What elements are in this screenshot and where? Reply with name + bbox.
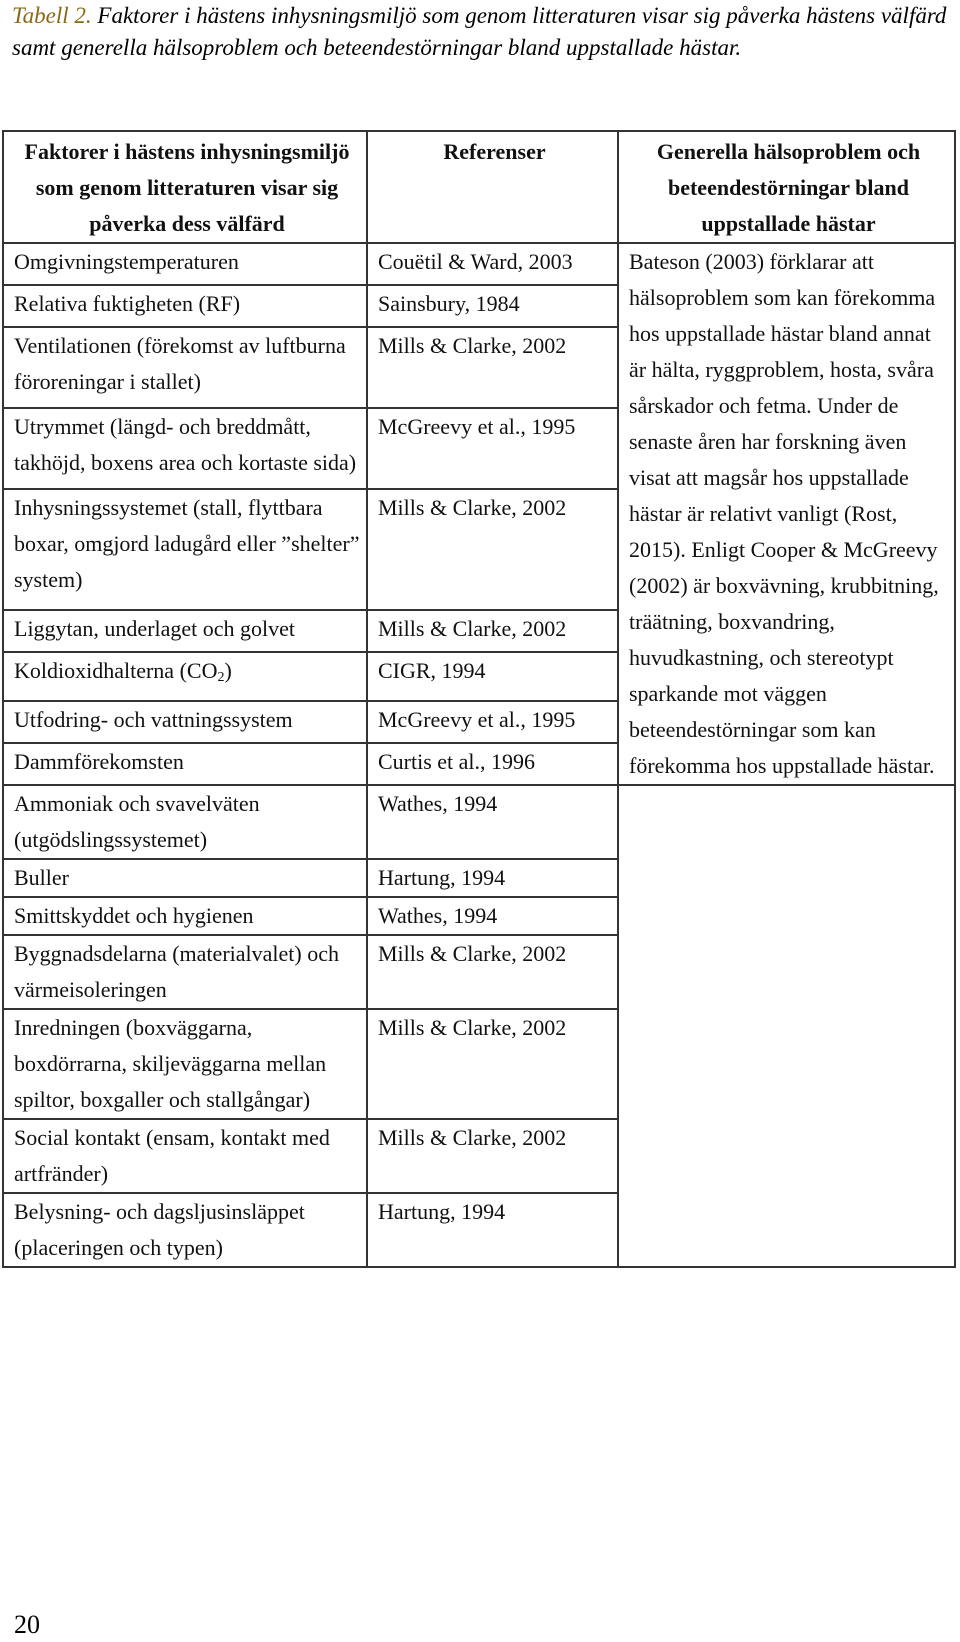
factor-cell: Buller bbox=[3, 859, 367, 897]
page-number: 20 bbox=[14, 1610, 40, 1639]
reference-cell: Wathes, 1994 bbox=[367, 785, 618, 859]
factor-cell: Ventilationen (förekomst av luftburna föroreningar i stallet) bbox=[3, 327, 367, 408]
header-references: Referenser bbox=[367, 131, 618, 243]
factor-cell: Belysning- och dagsljusinsläppet (placeringen och typen) bbox=[3, 1193, 367, 1267]
factor-cell: Utrymmet (längd- och breddmått, takhöjd, boxens area och kortaste sida) bbox=[3, 408, 367, 489]
factors-table bbox=[2, 130, 956, 1268]
table-container bbox=[2, 130, 954, 1264]
header-health-problems: Generella hälsoproblem och beteendestörningar bland uppstallade hästar bbox=[618, 131, 955, 243]
factor-text-end: ) bbox=[224, 657, 232, 683]
empty-notes-cell bbox=[618, 785, 955, 1267]
table-caption bbox=[12, 0, 948, 64]
factor-cell: Inredningen (boxväggarna, boxdörrarna, skiljeväggarna mellan spiltor, boxgaller och stallgångar) bbox=[3, 1009, 367, 1119]
factor-cell: Relativa fuktigheten (RF) bbox=[3, 285, 367, 327]
reference-cell: Sainsbury, 1984 bbox=[367, 285, 618, 327]
reference-cell: Mills & Clarke, 2002 bbox=[367, 489, 618, 610]
factor-cell: Utfodring- och vattningssystem bbox=[3, 701, 367, 743]
reference-cell: CIGR, 1994 bbox=[367, 652, 618, 701]
table-caption-text: Faktorer i hästens inhysningsmiljö som genom litteraturen visar sig påverka hästens välfärd samt generella hälsoproblem och beteendestörningar bland uppstallade hästar. bbox=[12, 3, 947, 60]
reference-cell: Mills & Clarke, 2002 bbox=[367, 1009, 618, 1119]
reference-cell: Hartung, 1994 bbox=[367, 859, 618, 897]
reference-cell: Mills & Clarke, 2002 bbox=[367, 935, 618, 1009]
table-caption-label: Tabell 2. bbox=[12, 3, 92, 28]
factor-cell: Byggnadsdelarna (materialvalet) och värmeisoleringen bbox=[3, 935, 367, 1009]
factor-text: Koldioxidhalterna (CO bbox=[14, 657, 218, 683]
factor-cell: Liggytan, underlaget och golvet bbox=[3, 610, 367, 652]
subscript-two: 2 bbox=[217, 669, 225, 685]
table-row bbox=[3, 243, 955, 285]
reference-cell: Curtis et al., 1996 bbox=[367, 743, 618, 785]
factor-cell: Ammoniak och svavelväten (utgödslingssystemet) bbox=[3, 785, 367, 859]
reference-cell: McGreevy et al., 1995 bbox=[367, 408, 618, 489]
reference-cell: Hartung, 1994 bbox=[367, 1193, 618, 1267]
reference-cell: Mills & Clarke, 2002 bbox=[367, 1119, 618, 1193]
table-row bbox=[3, 785, 955, 859]
factor-cell: Inhysningssystemet (stall, flyttbara boxar, omgjord ladugård eller ”shelter” system) bbox=[3, 489, 367, 610]
factor-cell: Dammförekomsten bbox=[3, 743, 367, 785]
table-header-row bbox=[3, 131, 955, 243]
factor-cell: Omgivningstemperaturen bbox=[3, 243, 367, 285]
health-problems-notes: Bateson (2003) förklarar att hälsoproblem som kan förekomma hos uppstallade hästar bland annat är hälta, ryggproblem, hosta, svåra sårskador och fetma. Under de senaste åren har forskning även visat att magsår hos uppstallade hästar är relativt vanligt (Rost, 2015). Enligt Cooper & McGreevy (2002) är boxvävning, krubbitning, träätning, boxvandring, huvudkastning, och stereotypt sparkande mot väggen beteendestörningar som kan förekomma hos uppstallade hästar. bbox=[618, 243, 955, 785]
header-factors: Faktorer i hästens inhysningsmiljö som genom litteraturen visar sig påverka dess välfärd bbox=[3, 131, 367, 243]
reference-cell: Mills & Clarke, 2002 bbox=[367, 327, 618, 408]
reference-cell: Wathes, 1994 bbox=[367, 897, 618, 935]
factor-cell bbox=[3, 652, 367, 701]
factor-cell: Smittskyddet och hygienen bbox=[3, 897, 367, 935]
reference-cell: McGreevy et al., 1995 bbox=[367, 701, 618, 743]
reference-cell: Mills & Clarke, 2002 bbox=[367, 610, 618, 652]
factor-cell: Social kontakt (ensam, kontakt med artfränder) bbox=[3, 1119, 367, 1193]
reference-cell: Couëtil & Ward, 2003 bbox=[367, 243, 618, 285]
